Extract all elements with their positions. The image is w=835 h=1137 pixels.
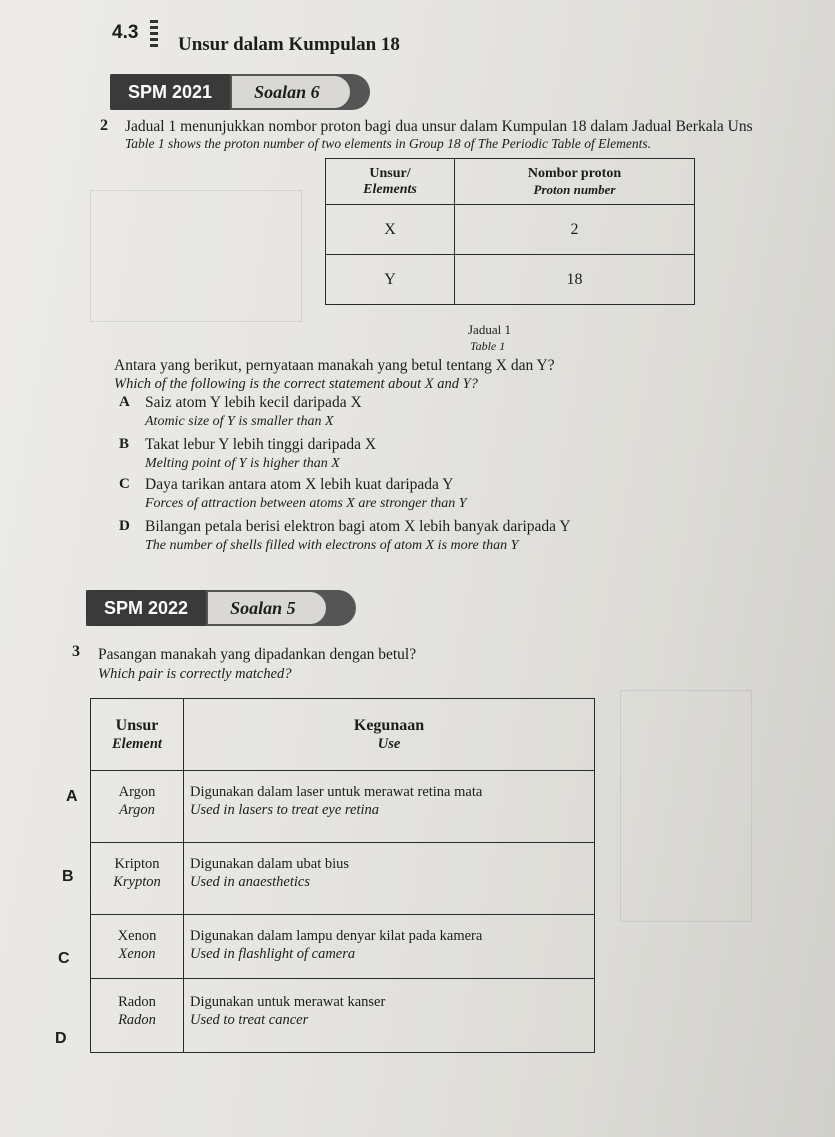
section-title: Unsur dalam Kumpulan 18 (178, 34, 400, 55)
header-label: Unsur/ (369, 165, 411, 181)
exam-year: SPM 2022 (86, 590, 206, 626)
option-letter: C (58, 950, 70, 967)
table-header-element (91, 699, 184, 771)
element-cell (91, 915, 184, 979)
question-number-tag: Soalan 5 (206, 590, 328, 626)
question-number: 3 (72, 643, 80, 660)
use-cell (184, 843, 595, 915)
option-text-en: The number of shells filled with electrons of atom X is more than Y (145, 538, 519, 553)
question-text-ms: Pasangan manakah yang dipadankan dengan betul? (98, 646, 417, 663)
option-text: Daya tarikan antara atom X lebih kuat daripada Y (145, 476, 454, 493)
header-label-en: Proton number (533, 181, 616, 197)
element-name-en: Radon (118, 1012, 156, 1028)
proton-cell: 18 (455, 255, 695, 305)
table-header-proton (455, 159, 695, 205)
question-number-tag: Soalan 6 (230, 74, 352, 110)
question-text-en: Table 1 shows the proton number of two elements in Group 18 of The Periodic Table of Elements. (125, 136, 651, 151)
option-letter: B (62, 868, 74, 885)
table-row (326, 255, 695, 305)
header-label: Kegunaan (353, 716, 425, 734)
table-header-element (326, 159, 455, 205)
option-text: Saiz atom Y lebih kecil daripada X (145, 394, 362, 411)
header-label: Unsur (115, 716, 159, 734)
background-grid (620, 690, 752, 922)
proton-cell: 2 (455, 205, 695, 255)
exam-year: SPM 2021 (110, 74, 230, 110)
prompt-en: Which of the following is the correct statement about X and Y? (114, 376, 478, 392)
option-letter: D (55, 1030, 67, 1047)
exam-tag (110, 74, 370, 110)
background-grid (90, 190, 302, 322)
element-cell: Y (326, 255, 455, 305)
proton-number-table (325, 158, 695, 305)
option-text: Takat lebur Y lebih tinggi daripada X (145, 436, 377, 453)
section-marker-icon (150, 20, 158, 50)
element-name: Kripton (114, 856, 160, 872)
use-text-en: Used in lasers to treat eye retina (190, 802, 380, 818)
element-use-table (90, 698, 595, 1053)
element-name-en: Argon (119, 802, 155, 818)
use-text-en: Used in anaesthetics (190, 874, 311, 890)
question-text-en: Which pair is correctly matched? (98, 666, 292, 682)
use-cell (184, 979, 595, 1053)
element-name-en: Krypton (113, 874, 161, 890)
table-row (326, 205, 695, 255)
section-number: 4.3 (112, 22, 139, 43)
header-label-en: Element (112, 735, 162, 752)
option-text: Bilangan petala berisi elektron bagi atom X lebih banyak daripada Y (145, 518, 571, 535)
use-text: Digunakan dalam ubat bius (190, 856, 350, 872)
element-name: Radon (118, 994, 156, 1010)
use-text: Digunakan dalam lampu denyar kilat pada kamera (190, 928, 483, 944)
prompt-ms: Antara yang berikut, pernyataan manakah yang betul tentang X dan Y? (114, 357, 555, 374)
element-cell: X (326, 205, 455, 255)
element-name: Xenon (117, 928, 157, 944)
use-cell (184, 915, 595, 979)
use-text-en: Used in flashlight of camera (190, 946, 356, 962)
table-row (91, 771, 595, 843)
element-cell (91, 771, 184, 843)
header-label: Nombor proton (527, 165, 622, 181)
option-letter: D (119, 518, 130, 534)
table-row (91, 915, 595, 979)
table-header-use (184, 699, 595, 771)
use-text: Digunakan dalam laser untuk merawat retina mata (190, 784, 483, 800)
option-letter: A (66, 788, 78, 805)
option-text-en: Forces of attraction between atoms X are stronger than Y (145, 496, 467, 511)
question-number: 2 (100, 117, 108, 134)
table-caption: Jadual 1 (468, 322, 511, 337)
option-text-en: Melting point of Y is higher than X (145, 456, 340, 471)
table-caption-en: Table 1 (470, 339, 506, 353)
use-cell (184, 771, 595, 843)
header-label-en: Use (377, 735, 401, 752)
option-text-en: Atomic size of Y is smaller than X (145, 414, 334, 429)
element-cell (91, 979, 184, 1053)
header-label-en: Elements (363, 181, 417, 197)
exam-tag (86, 590, 356, 626)
element-name: Argon (118, 784, 156, 800)
element-name-en: Xenon (118, 946, 156, 962)
table-row (91, 979, 595, 1053)
option-letter: C (119, 476, 130, 492)
option-letter: A (119, 394, 130, 410)
use-text: Digunakan untuk merawat kanser (190, 994, 386, 1010)
element-cell (91, 843, 184, 915)
use-text-en: Used to treat cancer (190, 1012, 309, 1028)
option-letter: B (119, 436, 130, 452)
question-text-ms: Jadual 1 menunjukkan nombor proton bagi dua unsur dalam Kumpulan 18 dalam Jadual Berkala Uns (125, 118, 753, 135)
table-row (91, 843, 595, 915)
